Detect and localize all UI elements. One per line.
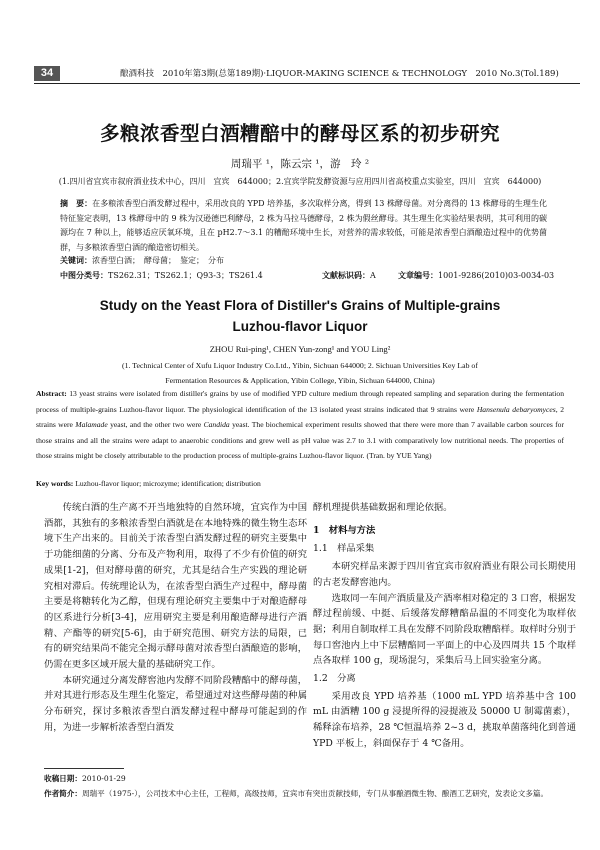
abstract-chinese-label: 摘 要： — [60, 198, 93, 208]
article-id — [398, 270, 554, 281]
title-english — [0, 295, 600, 337]
keywords-chinese-label: 关键词： — [60, 255, 92, 265]
authors-english: ZHOU Rui-ping¹, CHEN Yun-zong¹ and YOU Ling² — [209, 344, 391, 354]
received-date — [44, 773, 126, 784]
affiliation-english — [0, 358, 600, 388]
abstract-english-text-4: yeast. The biochemical experiment results showed that there were more than 7 available carbon sources for those strains and all the strains were adapt to anaerobic conditions and grew well as pH value was 2.7 to 3.1 with comparatively low nutritional needs. The properties of those strains might be closely attributable to the production process of multiple-grains Luzhou-flavor liquor. (Tran. by YUE Yang) — [36, 420, 564, 460]
document-code-label: 文献标识码： — [322, 270, 370, 280]
abstract-english — [36, 386, 564, 464]
clc-value: TS262.31；TS262.1；Q93-3；TS261.4 — [108, 271, 263, 280]
journal-header: 酿酒科技 2010年第3期(总第189期)·LIQUOR-MAKING SCIENCE & TECHNOLOGY 2010 No.3(Tol.189) — [120, 69, 559, 79]
abstract-chinese — [60, 196, 547, 255]
species-hansenula: Hansenula debaryomyces — [476, 404, 556, 414]
received-label: 收稿日期： — [44, 774, 82, 783]
affiliation-chinese: (1.四川省宜宾市叙府酒业技术中心，四川 宜宾 644000；2.宜宾学院发酵资源与应用四川省高校重点实验室，四川 宜宾 644000) — [58, 177, 542, 186]
section-heading: 1 材料与方法 — [313, 524, 376, 536]
species-candida: Candida — [203, 420, 230, 429]
header-rule — [34, 83, 580, 84]
affiliation-english-line2: Fermentation Resources & Application, Yibin College, Yibin, Sichuan 644000, China) — [165, 376, 435, 385]
page-number: 34 — [34, 66, 60, 81]
article-id-value: 1001-9286(2010)03-0034-03 — [438, 271, 555, 280]
clc-number — [60, 270, 263, 281]
subsection-heading: 1.1 样品采集 — [313, 543, 375, 555]
author-bio-text: 周瑞平（1975-），公司技术中心主任，工程师，高级技师，宜宾市有突出贡献技师，专门从事酿酒微生物、酿酒工艺研究，发表论文多篇。 — [81, 789, 549, 798]
author-bio — [44, 788, 548, 799]
body-paragraph: 传统白酒的生产离不开当地独特的自然环境，宜宾作为中国酒都，其独有的多粮浓香型白酒就是在本地特殊的微生物生态环境下生产出来的。目前关于浓香型白酒发酵过程的研究主要集中于功能细菌的分离、分布及产物利用，取得了不少有价值的研究成果[1-2]，但对酵母菌的研究，尤其是结合生产实践的理论研究相对滞后。传统理论认为，在浓香型白酒生产过程中，酵母菌主要是将糖转化为乙醇，但现有理论研究主要集中于对酿造酵母的区系进行分析[3-4]，应用研究主要是利用酿造酵母进行产酒精、产酯等的研究[5-6]，由于研究范围、研究方法的局限，已有的研究结果尚不能完全揭示酵母菌对浓香型白酒酿造的影响，仍需在更多区域开展大量的基础研究工作。 — [44, 502, 307, 671]
authors-chinese: 周瑞平 ¹，陈云宗 ¹，游 玲 ² — [230, 158, 370, 170]
body-right-column — [313, 500, 576, 752]
keywords-chinese — [60, 255, 224, 266]
affiliation-english-line1: (1. Technical Center of Xufu Liquor Industry Co.Ltd., Yibin, Sichuan 644000; 2. Sichuan Universities Key Lab of — [122, 361, 478, 370]
abstract-english-text-2: , 2 strains were — [36, 404, 565, 429]
abstract-english-text-3: yeast, and the other two were — [107, 420, 204, 429]
keywords-chinese-text: 浓香型白酒； 酵母菌； 鉴定； 分布 — [92, 256, 224, 265]
subsection-heading: 1.2 分离 — [313, 673, 356, 685]
abstract-chinese-text: 在多粮浓香型白酒发酵过程中，采用改良的 YPD 培养基，多次取样分离，得到 13 株酵母菌。对分离得的 13 株酵母的生理生化特征鉴定表明，13 株酵母中的 9 株为汉逊德巴利酵母，2 株为马拉马德酵母，2 株为假丝酵母。其生理生化实验结果表明，其可利用的碳源均在 7 种以上，能够适应厌氧环境，且在 pH2.7～3.1 的糟醅环境中生长，对营养的需求较低，可能是浓香型白酒酿造过程中的优势菌群，与多粮浓香型白酒的酿造密切相关。 — [60, 199, 547, 252]
abstract-english-label: Abstract: — [36, 389, 67, 398]
footnote-rule — [44, 768, 124, 769]
keywords-english-label: Key words: — [36, 479, 74, 488]
keywords-english-text: Luzhou-flavor liquor; microzyme; identification; distribution — [73, 479, 261, 488]
body-paragraph-continued: 酵机理提供基础数据和理论依据。 — [313, 502, 453, 513]
title-chinese: 多粮浓香型白酒糟醅中的酵母区系的初步研究 — [99, 122, 500, 145]
body-left-column — [44, 500, 307, 736]
document-code — [322, 270, 376, 281]
body-paragraph: 本研究样品来源于四川省宜宾市叙府酒业有限公司长期使用的古老发酵窖池内。 — [313, 561, 576, 588]
body-paragraph: 采用改良 YPD 培养基（1000 mL YPD 培养基中含 100 mL 由酒糟 100 g 浸提所得的浸提液及 50000 U 制霉菌素），稀释涂布培养，28 ℃恒温培养 2~3 d，挑取单菌落纯化到普通 YPD 平板上，斜面保存于 4 ℃备用。 — [313, 690, 576, 749]
species-malamade: Malamade — [75, 420, 108, 429]
article-id-label: 文章编号： — [398, 270, 438, 280]
received-value: 2010-01-29 — [81, 774, 126, 783]
title-english-line1: Study on the Yeast Flora of Distiller's Grains of Multiple-grains — [99, 298, 501, 313]
body-paragraph: 选取同一车间产酒质量及产酒率相对稳定的 3 口窖，根据发酵过程前缓、中挺、后缓落发酵糟醅品温的不同变化为取样依据；利用自制取样工具在发酵不同阶段取糟醅样。取样时分别于每口窖池内上中下层糟醅同一平面上的中心及四周共 15 个取样点各取样 100 g，现场混匀，采集后马上回实验室分离。 — [313, 592, 576, 667]
clc-label: 中图分类号： — [60, 270, 108, 280]
body-paragraph: 本研究通过分离发酵窖池内发酵不同阶段糟醅中的酵母菌，并对其进行形态及生理生化鉴定，希望通过对这些酵母菌的种属分布研究，探讨多粮浓香型白酒发酵过程中酵母可能起到的作用，为进一步解析浓香型白酒发 — [44, 674, 307, 733]
author-bio-label: 作者简介： — [44, 789, 82, 798]
document-code-value: A — [370, 271, 376, 280]
abstract-english-text-1: 13 yeast strains were isolated from distiller's grains by use of modified YPD culture medium through repeated sampling and separation during the fermentation process of multiple-grains Luzhou-flavor liquor. The physiological identification of the 13 isolated yeast strains indicated that 9 strains were — [36, 389, 564, 414]
keywords-english — [36, 479, 261, 488]
title-english-line2: Luzhou-flavor Liquor — [232, 319, 368, 334]
